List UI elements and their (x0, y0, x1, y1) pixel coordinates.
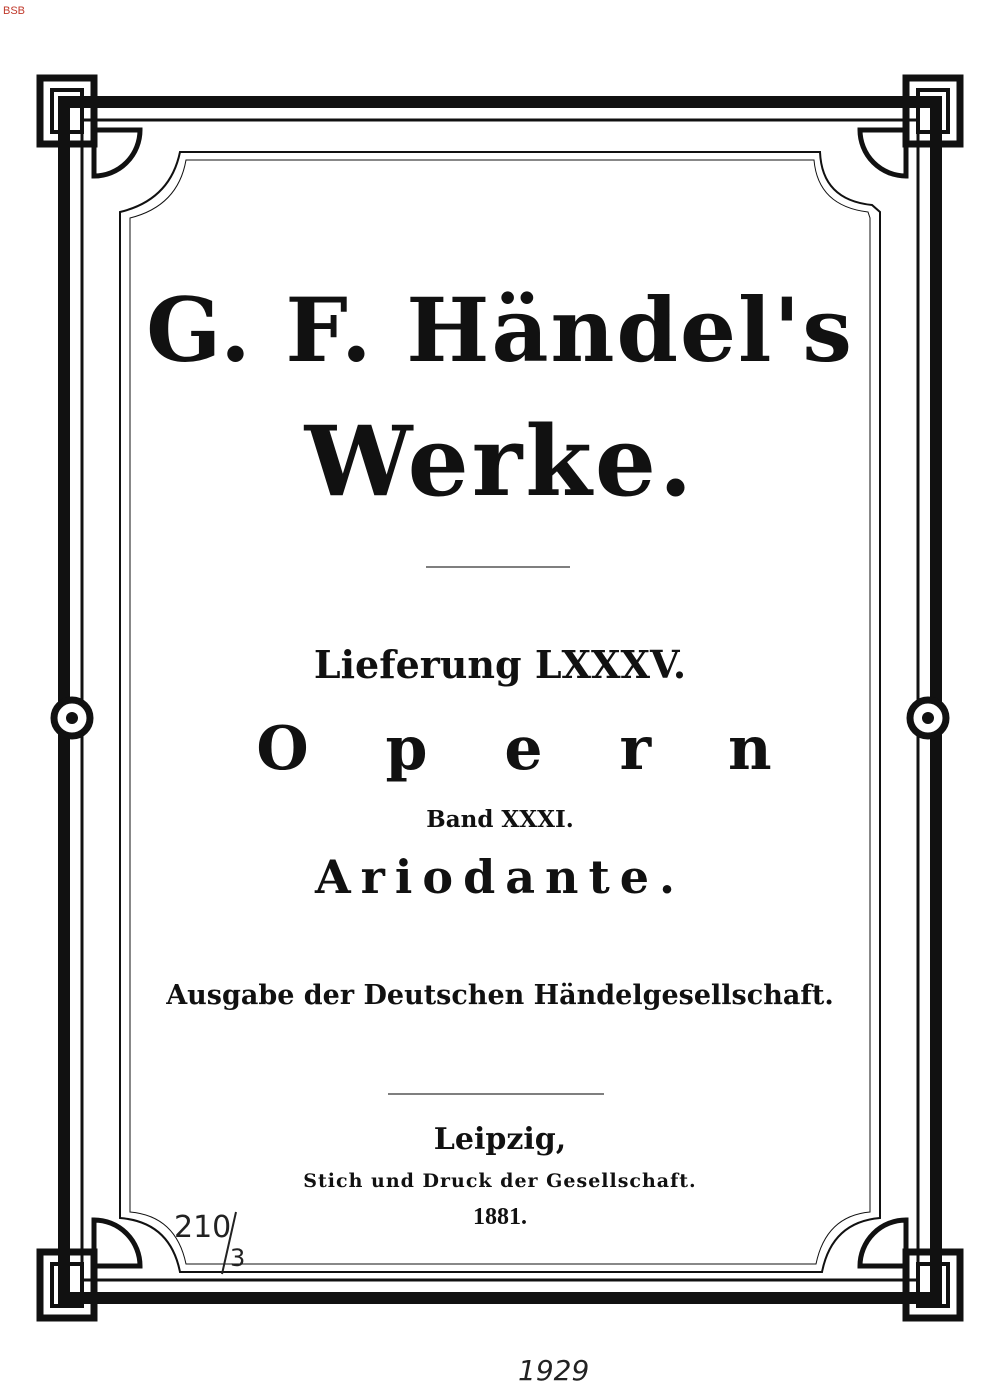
imprint-printer: Stich und Druck der Gesellschaft. (303, 1170, 697, 1192)
genre-heading: O p e r n (256, 714, 800, 784)
title-line-2: Werke. (304, 405, 696, 518)
imprint-city: Leipzig, (433, 1122, 567, 1157)
work-title: Ariodante. (314, 850, 686, 904)
handwritten-shelfmark-sub: 3 (230, 1244, 246, 1272)
handwritten-bottom-mark: 1929 (518, 1354, 590, 1387)
delivery-text: Lieferung LXXXV. (313, 642, 687, 687)
library-stamp: BSB (3, 5, 26, 17)
delivery-line (0, 642, 1000, 688)
shelfmark-number: 210 (174, 1210, 232, 1245)
edition-line: Ausgabe der Deutschen Händelgesellschaft. (166, 980, 834, 1011)
volume-line: Band XXXI. (426, 806, 574, 833)
title-line-1: G. F. Händel's (146, 278, 854, 382)
imprint-year: 1881. (473, 1204, 527, 1230)
